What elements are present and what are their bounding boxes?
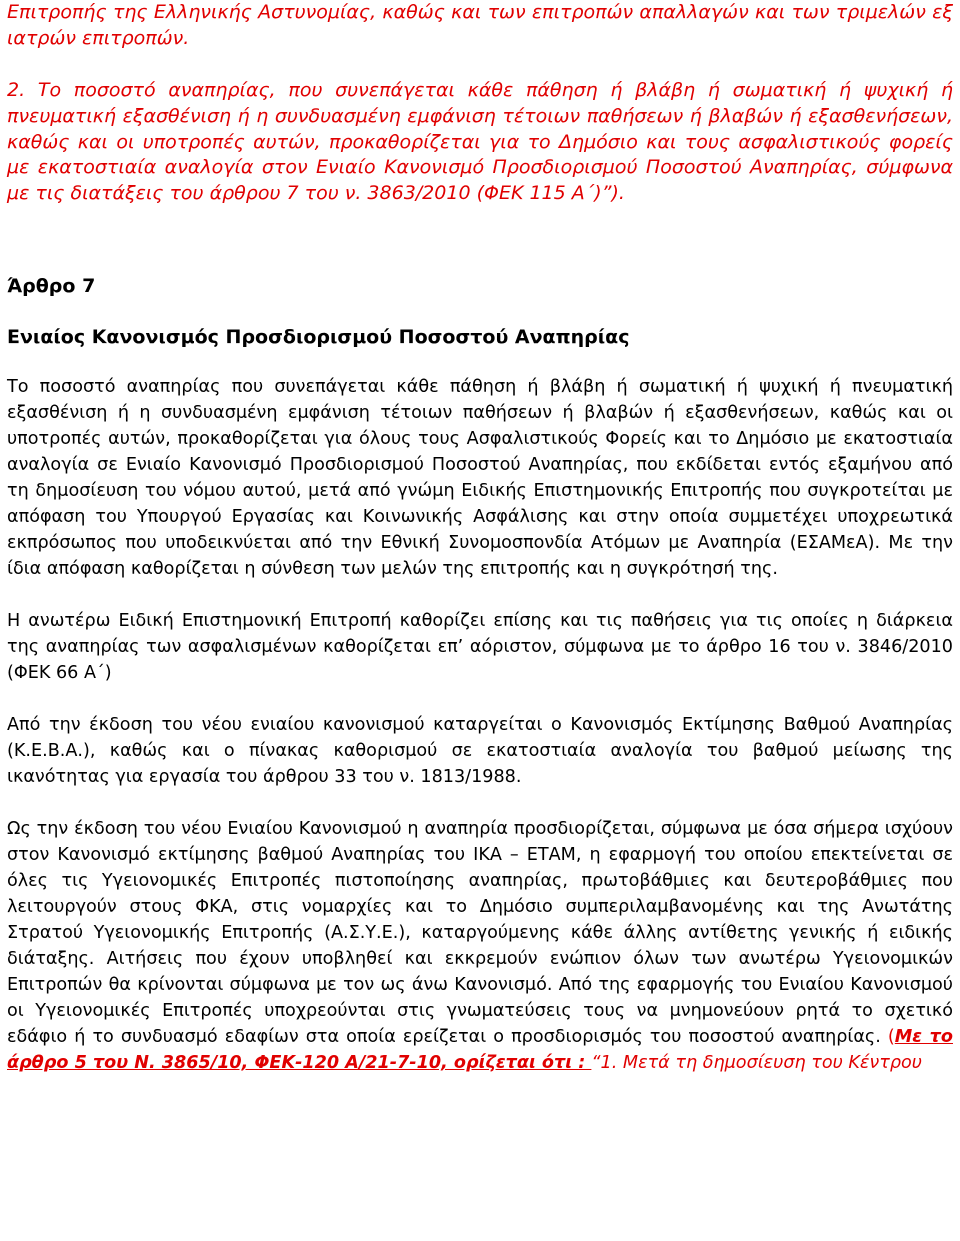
article-body: [7, 374, 953, 1076]
intro-paragraph-2: 2. Το ποσοστό αναπηρίας, που συνεπάγεται κάθε πάθηση ή βλάβη ή σωματική ή ψυχική ή πνευματική εξασθένιση ή η συνδυασμένη εμφάνιση τέτοιων παθήσεων ή βλαβών ή εξασθενήσεων, καθώς και οι υποτροπές αυτών, προκαθορίζεται για το Δημόσιο και τους ασφαλιστικούς φορείς με εκατοστιαία αναλογία στον Ενιαίο Κανονισμό Προσδιορισμού Ποσοστού Αναπηρίας, σύμφωνα με τις διατάξεις του άρθρου 7 του ν. 3863/2010 (ΦΕΚ 115 Α΄)”).: [7, 78, 953, 205]
article-title: Ενιαίος Κανονισμός Προσδιορισμού Ποσοστού Αναπηρίας: [7, 326, 630, 349]
intro-paragraph-continued: Επιτροπής της Ελληνικής Αστυνομίας, καθώς και των επιτροπών απαλλαγών και των τριμελών εξ ιατρών επιτροπών.: [7, 1, 953, 49]
document-page: [7, 0, 953, 1076]
article-paragraph-3: Από την έκδοση του νέου ενιαίου κανονισμού καταργείται ο Κανονισμός Εκτίμησης Βαθμού Αναπηρίας (Κ.Ε.Β.Α.), καθώς και ο πίνακας καθορισμού σε εκατοστιαία αναλογία του βαθμού μείωσης της ικανότητας για εργασία του άρθρου 33 του ν. 1813/1988.: [7, 715, 953, 788]
intro-section: [7, 0, 953, 207]
article-paragraph-4: [7, 816, 953, 1076]
article-paragraph-2: Η ανωτέρω Ειδική Επιστημονική Επιτροπή καθορίζει επίσης και τις παθήσεις για τις οποίες η διάρκεια της αναπηρίας των ασφαλισμένων καθορίζεται επ’ αόριστον, σύμφωνα με το άρθρο 16 του ν. 3846/2010 (ΦΕΚ 66 Α΄): [7, 611, 953, 684]
article-number: Άρθρο 7: [7, 275, 96, 298]
amendment-quote: “1. Μετά τη δημοσίευση του Κέντρου: [591, 1052, 922, 1073]
amendment-reference: Με το άρθρο 5 του Ν. 3865/10, ΦΕΚ-120 Α/21-7-10, ορίζεται ότι :: [7, 1026, 953, 1073]
amendment-open-paren: (: [887, 1026, 895, 1047]
article-paragraph-1: Το ποσοστό αναπηρίας που συνεπάγεται κάθε πάθηση ή βλάβη ή σωματική ή ψυχική ή πνευματική εξασθένιση ή η συνδυασμένη εμφάνιση τέτοιων παθήσεων ή βλαβών ή εξασθενήσεων, καθώς και οι υποτροπές αυτών, προκαθορίζεται για όλους τους Ασφαλιστικούς Φορείς και το Δημόσιο με εκατοστιαία αναλογία σε Ενιαίο Κανονισμό Προσδιορισμού Ποσοστού Αναπηρίας, που εκδίδεται εντός εξαμήνου από τη δημοσίευση του νόμου αυτού, μετά από γνώμη Ειδικής Επιστημονικής Επιτροπής που συγκροτείται με απόφαση του Υπουργού Εργασίας και Κοινωνικής Ασφάλισης και στην οποία συμμετέχει υποχρεωτικά εκπρόσωπος που υποδεικνύεται από την Εθνική Συνομοσπονδία Ατόμων με Αναπηρία (ΕΣΑΜεΑ). Με την ίδια απόφαση καθορίζεται η σύνθεση των μελών της επιτροπής και η συγκρότησή της.: [7, 377, 953, 580]
article-paragraph-4-text: Ως την έκδοση του νέου Ενιαίου Κανονισμού η αναπηρία προσδιορίζεται, σύμφωνα με όσα σήμερα ισχύουν στον Κανονισμό εκτίμησης βαθμού Αναπηρίας του ΙΚΑ – ΕΤΑΜ, η εφαρμογή του οποίου επεκτείνεται σε όλες τις Υγειονομικές Επιτροπές πιστοποίησης αναπηρίας, πρωτοβάθμιες και δευτεροβάθμιες που λειτουργούν στους ΦΚΑ, στις νομαρχίες και το Δημόσιο συμπεριλαμβανομένης και της Ανωτάτης Στρατού Υγειονομικής Επιτροπής (Α.Σ.Υ.Ε.), καταργούμενης κάθε άλλης αντίθετης γενικής ή ειδικής διάταξης. Αιτήσεις που έχουν υποβληθεί και εκκρεμούν ενώπιον όλων των ανωτέρω Υγειονομικών Επιτροπών θα κρίνονται σύμφωνα με τον ως άνω Κανονισμό. Από της εφαρμογής του Ενιαίου Κανονισμού οι Υγειονομικές Επιτροπές υποχρεούνται στις γνωματεύσεις τους να μνημονεύουν ρητά το σχετικό εδάφιο ή το συνδυασμό εδαφίων στα οποία ερείζεται ο προσδιορισμός του ποσοστού αναπηρίας.: [7, 818, 953, 1047]
